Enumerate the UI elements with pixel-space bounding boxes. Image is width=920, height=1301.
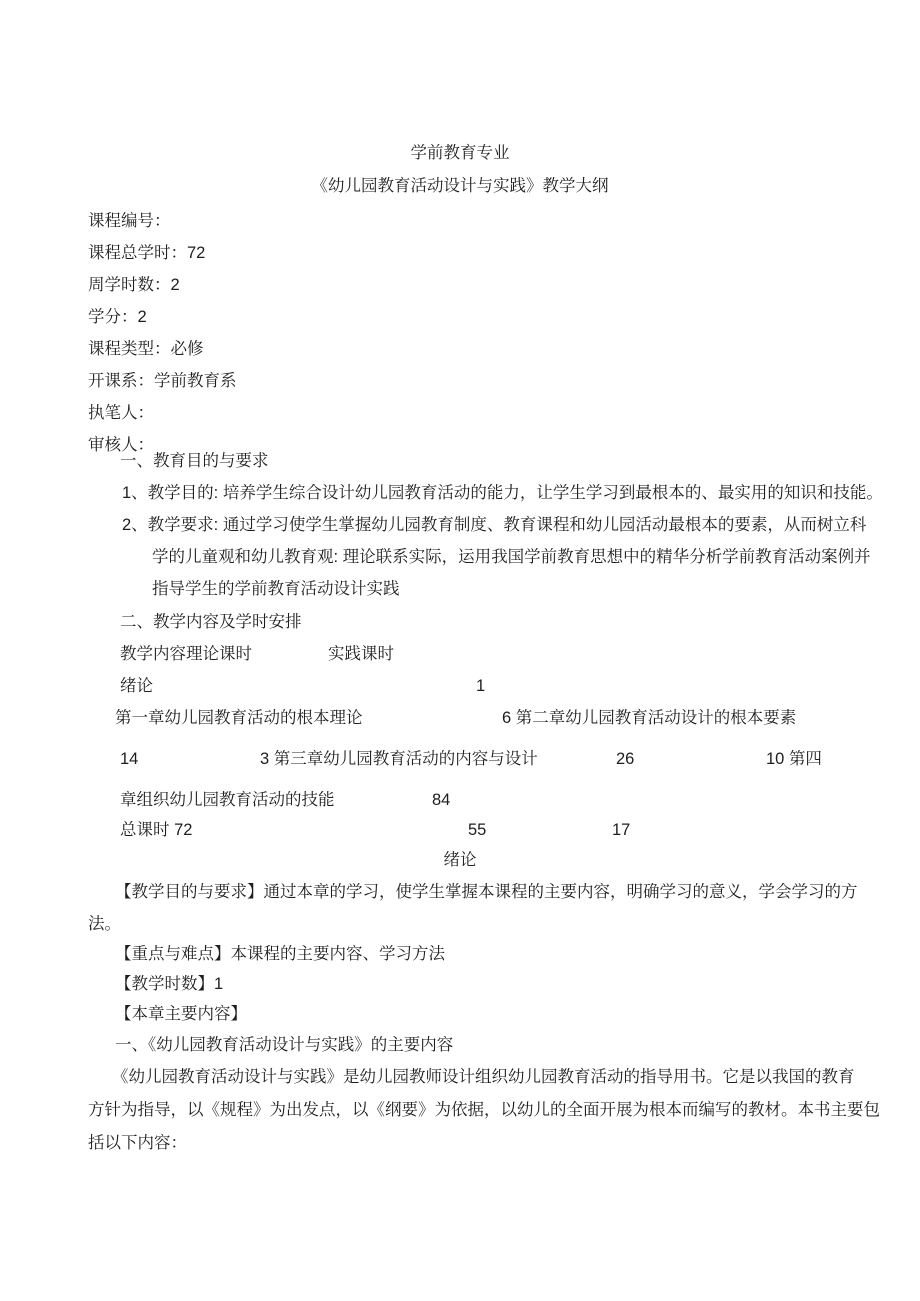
doc-title: 学前教育专业 [410, 144, 510, 162]
chapter-heading: 绪论 [443, 851, 477, 869]
section1-item1: 1、教学目的: 培养学生综合设计幼儿园教育活动的能力，让学生学习到最根本的、最实用的知识和技能。 [122, 484, 883, 502]
course-info-total-hours: 课程总学时：72 [88, 244, 206, 262]
course-info-credits: 学分：2 [88, 308, 147, 326]
chapter-key-points: 【重点与难点】本课程的主要内容、学习方法 [115, 945, 445, 963]
section1-item2-line2: 学的儿童观和幼儿教育观: 理论联系实际，运用我国学前教育思想中的精华分析学前教育活动案例并 [152, 548, 871, 566]
section2-heading: 二、教学内容及学时安排 [120, 613, 302, 631]
course-info-type: 课程类型：必修 [88, 340, 204, 358]
chapter-objective-line2: 法。 [88, 915, 121, 933]
chapter-objective-line1: 【教学目的与要求】通过本章的学习，使学生掌握本课程的主要内容，明确学习的意义，学会学习的方 [115, 883, 858, 901]
schedule-cell: 14 [120, 750, 139, 768]
chapter-para-line3: 括以下内容： [88, 1134, 187, 1152]
schedule-cell: 17 [612, 821, 631, 839]
section1-heading: 一、教育目的与要求 [120, 452, 269, 470]
course-info-reviewer: 审核人： [88, 436, 154, 454]
section1-item2-line1: 2、教学要求: 通过学习使学生掌握幼儿园教育制度、教育课程和幼儿园活动最根本的要素，从而树立科 [122, 516, 867, 534]
schedule-cell: 章组织幼儿园教育活动的技能 [120, 791, 335, 809]
course-info-author: 执笔人： [88, 404, 154, 422]
course-info-department: 开课系：学前教育系 [88, 372, 237, 390]
schedule-cell: 10 第四 [766, 750, 822, 768]
schedule-cell: 84 [432, 791, 451, 809]
course-info-weekly-hours: 周学时数：2 [88, 276, 180, 294]
schedule-header-content-theory: 教学内容理论课时 [120, 645, 252, 663]
schedule-cell: 总课时 72 [120, 821, 193, 839]
schedule-cell: 6 第二章幼儿园教育活动设计的根本要素 [502, 709, 797, 727]
chapter-hours: 【教学时数】1 [115, 975, 224, 993]
chapter-sub-heading: 一、《幼儿园教育活动设计与实践》的主要内容 [115, 1036, 454, 1054]
section1-item2-line3: 指导学生的学前教育活动设计实践 [152, 580, 400, 598]
schedule-cell: 绪论 [120, 677, 153, 695]
schedule-cell: 26 [616, 750, 635, 768]
course-info-number: 课程编号： [88, 212, 171, 230]
schedule-header-practice: 实践课时 [328, 645, 394, 663]
schedule-cell: 55 [468, 821, 487, 839]
schedule-cell: 第一章幼儿园教育活动的根本理论 [115, 709, 363, 727]
chapter-para-line2: 方针为指导，以《规程》为出发点，以《纲要》为依据，以幼儿的全面开展为根本而编写的教材。本书主要包 [88, 1101, 880, 1119]
schedule-cell: 3 第三章幼儿园教育活动的内容与设计 [260, 750, 538, 768]
doc-subtitle: 《幼儿园教育活动设计与实践》教学大纲 [311, 177, 609, 195]
chapter-para-line1: 《幼儿园教育活动设计与实践》是幼儿园教师设计组织幼儿园教育活动的指导用书。它是以我国的教育 [112, 1068, 855, 1086]
schedule-row-total [0, 819, 920, 929]
chapter-main-content-label: 【本章主要内容】 [115, 1005, 247, 1023]
schedule-cell: 1 [476, 677, 486, 695]
